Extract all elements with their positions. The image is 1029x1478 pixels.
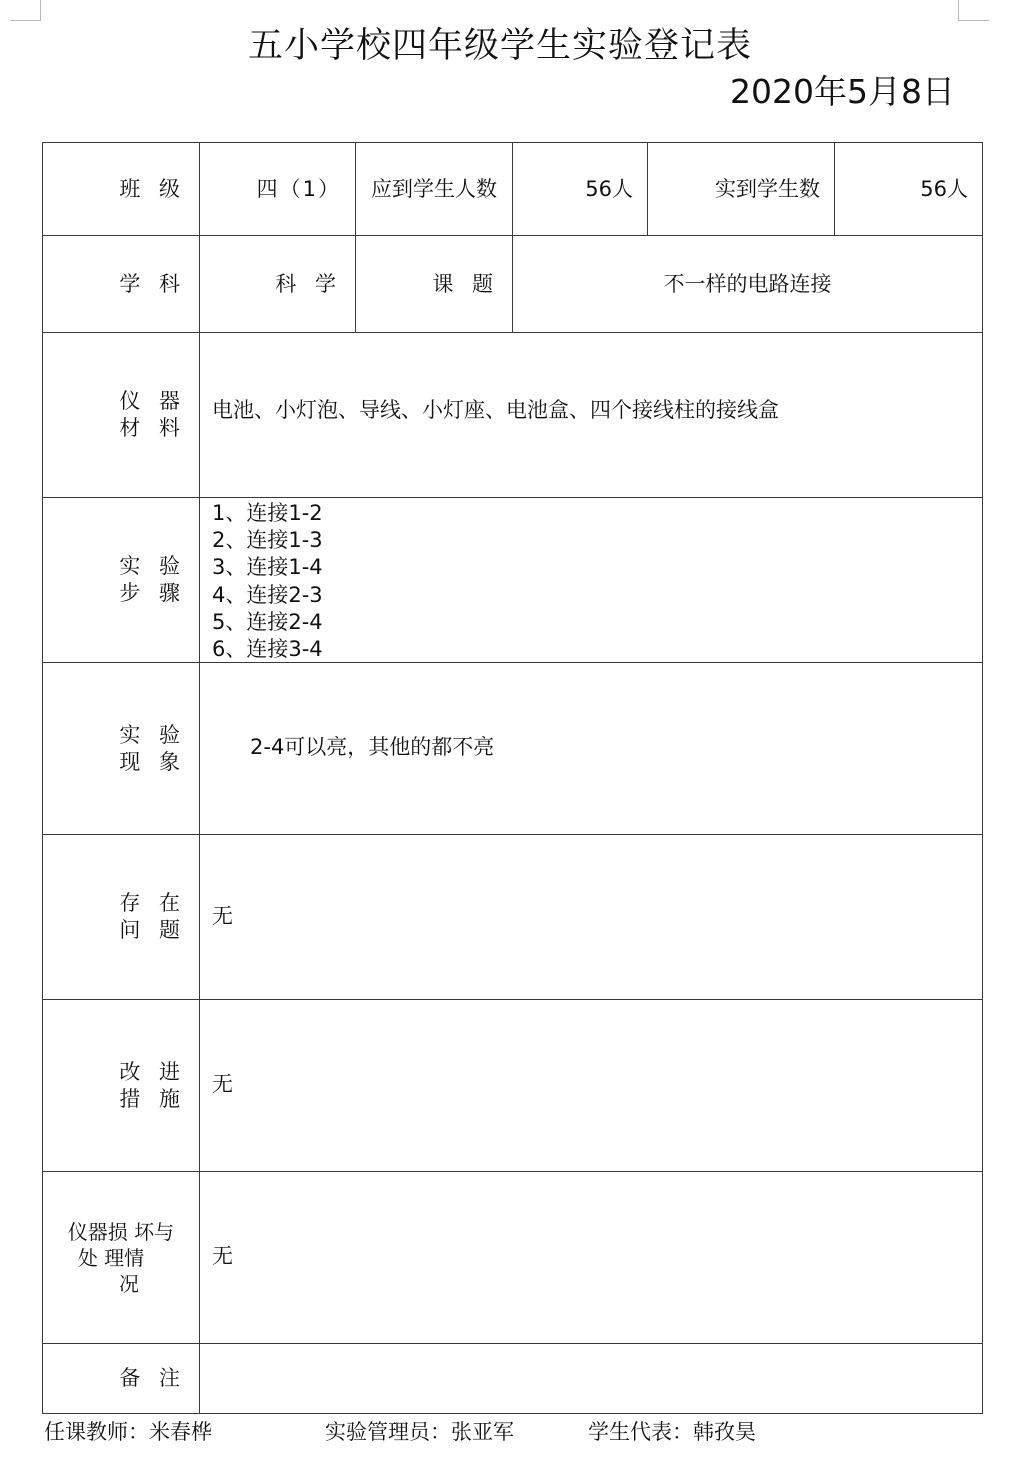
problems-label: 存 在 问 题 — [119, 891, 186, 942]
improvements-value: 无 — [212, 1072, 233, 1096]
teacher-signature: 任课教师：米春桦 — [44, 1420, 212, 1444]
expected-students-label: 应到学生人数 — [371, 176, 497, 201]
actual-students-value: 56人 — [920, 176, 968, 201]
step-item: 5、连接2-4 — [212, 609, 323, 634]
topic-label: 课 题 — [432, 271, 499, 296]
materials-label: 仪 器 材 料 — [119, 389, 186, 440]
topic-value: 不一样的电路连接 — [663, 271, 832, 296]
materials-value: 电池、小灯泡、导线、小灯座、电池盒、四个接线柱的接线盒 — [212, 397, 779, 422]
steps-list — [212, 500, 323, 663]
problems-value: 无 — [212, 903, 233, 928]
page-title: 五小学校四年级学生实验登记表 — [247, 26, 752, 66]
table-border — [982, 142, 983, 1414]
remarks-label: 备 注 — [119, 1366, 186, 1390]
expected-students-value: 56人 — [585, 176, 633, 201]
form-date: 2020年5月8日 — [730, 72, 955, 111]
steps-label: 实 验 步 骤 — [119, 554, 186, 605]
class-label: 班 级 — [119, 176, 186, 201]
class-value: 四（1） — [256, 176, 341, 201]
step-item: 4、连接2-3 — [212, 582, 323, 607]
actual-students-label: 实到学生数 — [715, 176, 820, 201]
remarks-value — [200, 1344, 982, 1413]
damage-value: 无 — [212, 1244, 233, 1268]
step-item: 6、连接3-4 — [212, 637, 323, 662]
step-item: 2、连接1-3 — [212, 528, 323, 553]
subject-label: 学 科 — [119, 271, 186, 296]
damage-label: 仪器损 坏与 处 理情 况 — [67, 1219, 175, 1296]
table-border — [42, 1413, 983, 1414]
phenomenon-value: 2-4可以亮，其他的都不亮 — [250, 735, 495, 759]
improvements-label: 改 进 措 施 — [119, 1059, 186, 1111]
step-item: 3、连接1-4 — [212, 555, 323, 580]
subject-value: 科 学 — [275, 271, 342, 296]
registration-table — [42, 142, 983, 1414]
student-rep-signature: 学生代表：韩孜昊 — [588, 1420, 756, 1444]
phenomenon-label: 实 验 现 象 — [119, 722, 186, 774]
step-item: 1、连接1-2 — [212, 501, 323, 525]
manager-signature: 实验管理员：张亚军 — [325, 1420, 514, 1444]
